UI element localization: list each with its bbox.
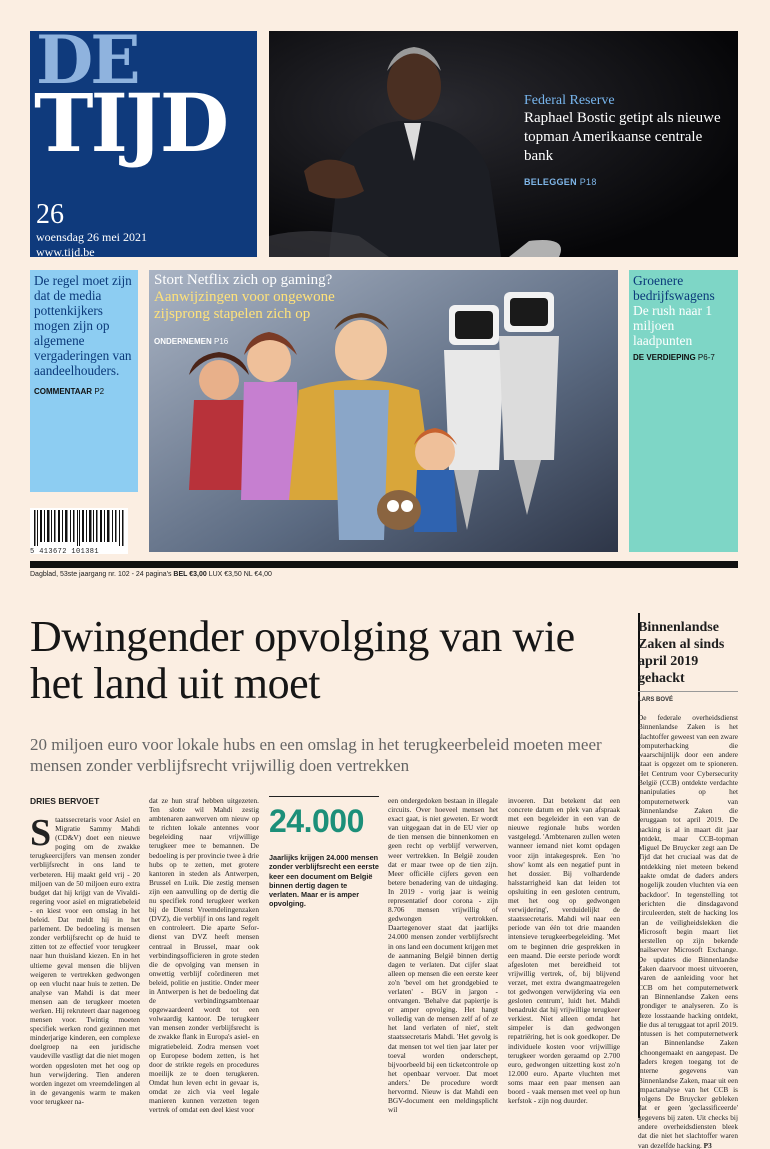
side-byline: LARS BOVÉ [638,697,674,703]
barcode-bars [30,508,128,546]
fed-teaser[interactable] [269,31,738,257]
article-text-2: dat ze hun straf hebben uitgezeten. Ten slotte wil Mahdi zestig ambtenaren aanwerven om nieuw op te richten lokale antennes voor begeleiding naar vrijwillige terugkeer mee te bemannen. De bedoeling is per provincie twee à drie hubs op te zetten, met grotere kantoren in steden als Antwerpen, Brussel en Luik. Die zestig mensen zijn een aanvulling op de dertig die nu specifiek rond terugkeer werken bij de Dienst Vreemdelingenzaken (DVZ), die verblijf in ons land regelt en controleert. Die aparte Sefor-dienst van DVZ heeft mensen centraal in Brussel, maar ook verbindingsofficieren in grote steden die de opvolging van mensen in onwettig verblijf coördineren met beleid, politie en justitie. Onder meer in Antwerpen is het de bedoeling dat de verbindingsambtenaar opgewaardeerd wordt tot een volwaardig kantoor. De terugkeer van mensen zonder verblijfsrecht is de zwakke flank in Europa's asiel- en migratiebeleid. Zodra mensen voet op Europese bodem zetten, is het door de strikte regels en procedures moeilijk ze te doen terugkeren. Omdat hun leven echt in gevaar is, omdat ze zich via veel legale manieren kunnen verzetten tegen vertrek of omdat een deel kiest voor [149,796,259,1115]
barcode-digits: 5 413672 101381 [30,548,100,556]
stat-rule [269,796,379,797]
netflix-section-name: ONDERNEMEN [154,337,212,346]
article-text-4: invoeren. Dat betekent dat een concrete datum en plek van afspraak met een begeleider in een van de nieuwe regionale hubs worden vastgelegd. 'Ambtenaren zullen weten wanneer iemand niet komt opdagen voor zijn intakegesprek. Een 'no show' komt als een negatief punt in het dossier. Bij volhardende halsstarrigheid kan dat leiden tot opsluiting in een gesloten centrum, met het oog op gedwongen verwijdering', verduidelijkt de staatssecretaris. Mahdi wil naar een periode van één tot drie maanden intensieve terugkeerbegeleiding. 'Met om te beginnen drie gesprekken in een maand. Die eerste periode wordt afgesloten met bereidheid tot vrijwillig vertrek, of, bij blijvend verzet, met extra dwangmaatregelen tot gedwongen verwijdering via een gesloten centrum', luidt het. Mahdi benadrukt dat hij vrijwillige terugkeer verkiest. Niet alleen omdat het simpeler is dan gedwongen repatriëring, het is ook goedkoper. De individuele kosten voor vrijwillige terugkeer worden geraamd op 2.700 euro, gedwongen uitzetting kost zo'n 12.000 euro. Aparte vluchten met soms maar een paar mensen aan boord - vaak mensen met veel op hun kerfstok - zijn nog duurder. [508,796,620,1106]
main-byline: DRIES BERVOET [30,796,100,806]
divider-rule [30,561,738,568]
netflix-headline[interactable]: Stort Netflix zich op gaming? [154,272,333,288]
logo-tijd: TIJD [34,76,227,170]
charging-page: P6-7 [697,353,715,362]
masthead [30,21,257,259]
logo-de: DE [36,21,138,99]
issue-number: 26 [36,199,64,230]
article-text-3: een ondergedoken bestaan in illegale circuits. Over hoeveel mensen het exact gaat, is niet geweten. Er wordt van uitgegaan dat in de EU vier op de tien mensen die binnenkomen en geen recht op verblijf verwerven, weer vertrekken. In België zouden dat er maar twee op de tien zijn. Meer officiële cijfers geven een betere benadering van de uitdaging. In 2019 - vorig jaar is weinig representatief door corona - zijn 8.706 mensen vrijwillig of gedwongen vertrokken. Daartegenover staat dat jaarlijks 24.000 mensen zonder verblijfsrecht in ons land een document krijgen met de aanmaning België binnen dertig dagen te verlaten. Dat cijfer slaat alleen op mensen die een eerste keer zo'n 'bevel om het grondgebied te verlaten' - BGV in jargon - ontvangen. 'Behalve dat papiertje is er amper opvolging. Het hangt volledig van de mensen zelf af of ze het land verlaten of niet', stelt staatssecretaris Mahdi. 'Het gevolg is dat mensen tot wel tien jaar later per toeval worden onderschept, bijvoorbeeld bij een ticketcontrole op het openbaar vervoer. Dat moet anders.' De procedure wordt hervormd. Nieuw is dat Mahdi een BGV-document een meldingsplicht wil [388,796,498,1115]
stat-number: 24.000 [269,803,364,839]
charging-headline[interactable]: De rush naar 1 miljoen laadpunten [633,303,713,348]
article-column-3 [388,796,498,1115]
side-headline[interactable]: Binnenlandse Zaken al sinds april 2019 gehackt [638,620,725,686]
charging-kicker: Groenere bedrijfswagens [633,273,715,303]
main-headline[interactable]: Dwingender opvolging van wie het land uit moet [30,612,575,708]
commentary-section-name: COMMENTAAR [34,387,93,396]
fed-kicker: Federal Reserve [524,93,615,108]
issue-info-text: Dagblad, 53ste jaargang nr. 102 - 24 pagina's [30,571,172,578]
charging-section [633,353,715,362]
side-body [638,713,738,1149]
netflix-subhead: Aanwijzingen voor ongewone zijsprong stapelen zich op [154,289,335,322]
article-column-2 [149,796,259,1115]
fed-page: P18 [579,177,597,187]
issue-info [30,571,272,578]
article-text-1: taatssecretaris voor Asiel en Migratie Sammy Mahdi (CD&V) doet een nieuwe poging om de zwakke terugkeercijfers van mensen zonder verblijfsrecht in ons land te verbeteren. Hij maakt geld vrij - 20 miljoen van de 50 miljoen euro extra budget dat hij krijgt van de Vivaldi-regering voor asiel en migratiebeleid - en kiest voor een omslag in het beleid. Dat meldt hij in het parlement. De bedoeling is mensen zonder verblijfsrecht op de huid te zitten tot ze effectief voor terugkeer naar hun thuisland kiezen. En in het ultieme geval mensen die blijven weigeren te vertrekken gedwongen op een vlucht naar huis te zetten. De analyse van Mahdi is dat meer mensen aan de terugkeer moeten werken. Hij rekruteert daar nagenoeg mensen voor. Twintig moeten specifiek werken rond gezinnen met minderjarige kinderen, een complexe doelgroep na een juridische vaudeville vastligt dat die niet mogen worden opgesloten met het oog op hun verwijdering. Tien anderen worden ingezet om vreemdelingen al in de gevangenis warm te maken voor terugkeer na- [30,815,140,1106]
charging-section-name: DE VERDIEPING [633,353,696,362]
commentary-section [34,387,104,396]
price-other: LUX €3,50 NL €4,00 [208,571,272,578]
article-column-4 [508,796,620,1115]
netflix-teaser[interactable] [149,270,618,552]
commentary-teaser[interactable] [30,270,138,492]
fed-section-name: BELEGGEN [524,177,577,187]
commentary-quote: De regel moet zijn dat de media pottenkijkers mogen zijn op algemene vergaderingen van aandeelhouders. [34,273,132,378]
fed-section [524,177,597,187]
side-body-text: De federale overheidsdienst Binnenlandse Zaken is het slachtoffer geweest van een zware computerhacking die waarschijnlijk door een andere staat is opgezet om te spioneren. Het Centrum voor Cybersecurity België (CCB) ontdekte verdachte manipulaties op het computernetwerk van Binnenlandse Zaken die teruggaan tot april 2019. De hacking is al in maart dit jaar ontdekt, maar CCB-topman Miguel De Bruycker zegt aan De Tijd dat het cruciaal was dat de ontdekking niet meteen bekend raakte omdat de daders anders mogelijk zouden vluchten via een 'backdoor'. In tegenstelling tot berichten die dinsdagavond circuleerden, stelt de hacking los van de veiligheidslekken die Microsoft begin maart liet herstellen op zijn bekende mailserver Microsoft Exchange. De updates die Binnenlandse Zaken daarvoor moest uitvoeren, waren de aanleiding voor het CCB om het computernetwerk van Binnenlandse Zaken eens grondiger te analyseren. Zo is deze losstaande hacking ontdekt, die dus al teruggaat tot april 2019. Intussen is het computernetwerk van Binnenlandse Zaken schoongemaakt en aangepast. De daders kregen toegang tot de interne gegevens van Binnenlandse Zaken, maar uit een impactanalyse van het CCB is volgens De Bruycker gebleken dat er geen 'geclassificeerde' gegevens bij zaten. Uit checks bij andere overheidsdiensten bleek dat die niet het slachtoffer waren van dezelfde hacking. [638,713,738,1149]
dropcap: S [30,815,52,854]
charging-teaser[interactable] [629,270,738,552]
price-be: BEL €3,00 [173,571,207,578]
stat-text: Jaarlijks krijgen 24.000 mensen zonder verblijfsrecht een eerste keer een document om België binnen dertig dagen te verlaten. Maar er is amper opvolging. [269,853,379,909]
main-subheadline: 20 miljoen euro voor lokale hubs en een omslag in het terugkeerbeleid moeten meer mensen zonder verblijfsrecht vrijwillig doen vertrekken [30,735,602,775]
fed-headline[interactable]: Raphael Bostic getipt als nieuwe topman Amerikaanse centrale bank [524,110,721,164]
site-url[interactable]: www.tijd.be [36,245,95,259]
side-divider [638,691,738,692]
barcode [30,508,128,554]
commentary-page: P2 [94,387,105,396]
issue-date: woensdag 26 mei 2021 [36,230,147,244]
side-page-ref: P3 [703,1140,712,1149]
netflix-page: P16 [214,337,229,346]
netflix-section [154,337,228,346]
article-column-1 [30,815,140,1115]
